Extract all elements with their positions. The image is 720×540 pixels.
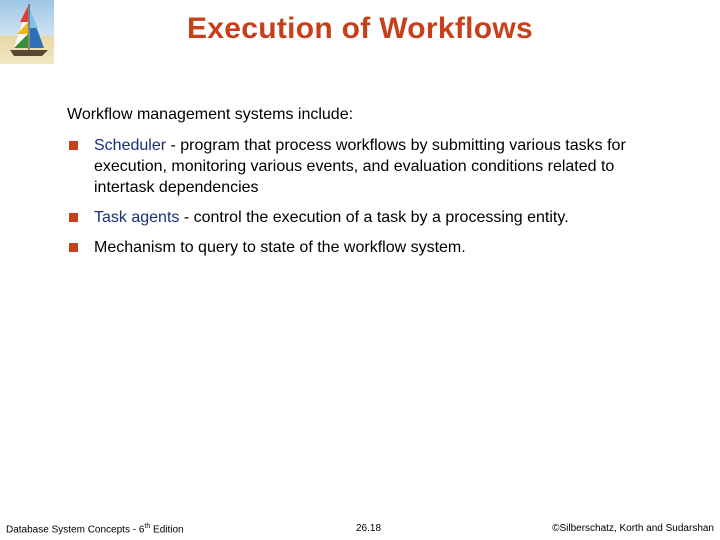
footer-left-prefix: Database System Concepts - 6: [6, 524, 145, 536]
term-scheduler: Scheduler: [94, 137, 167, 154]
bullet-mechanism: [67, 237, 667, 258]
footer-left-suffix: Edition: [150, 524, 184, 536]
square-bullet-icon: [69, 243, 78, 252]
bullet-list: [67, 135, 667, 258]
bullet-text: Mechanism to query to state of the workflow system.: [94, 239, 466, 256]
square-bullet-icon: [69, 141, 78, 150]
bullet-scheduler: [67, 135, 667, 198]
bullet-task-agents: [67, 207, 667, 228]
square-bullet-icon: [69, 213, 78, 222]
footer-page-number: 26.18: [356, 523, 382, 534]
footer-left-sup: th: [144, 523, 151, 530]
bullet-text: - program that process workflows by submitting various tasks for execution, monitoring various events, and evaluation conditions related to intertask dependencies: [94, 137, 626, 196]
slide-title: Execution of Workflows: [186, 12, 534, 45]
footer-book-title: [6, 523, 184, 535]
term-task-agents: Task agents: [94, 209, 180, 226]
bullet-text: - control the execution of a task by a processing entity.: [179, 209, 569, 226]
footer-copyright: ©Silberschatz, Korth and Sudarshan: [552, 523, 714, 534]
intro-text: Workflow management systems include:: [67, 106, 354, 123]
